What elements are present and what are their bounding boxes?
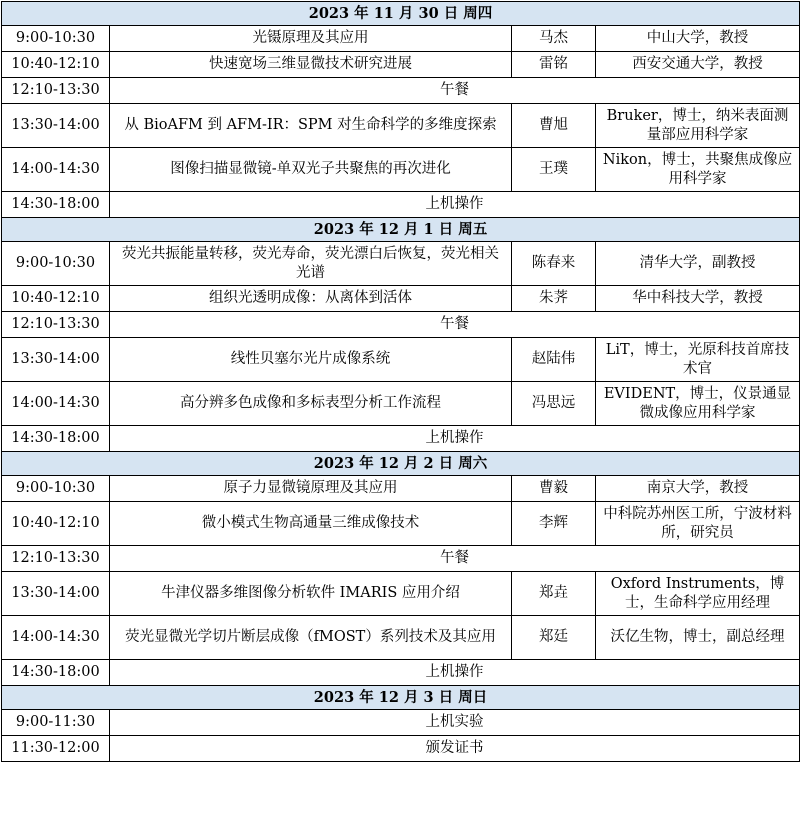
hands-on-activity: 上机操作: [110, 426, 800, 452]
certificate-ceremony: 颁发证书: [110, 736, 800, 762]
session-time: 10:40-12:10: [2, 502, 110, 546]
session-time: 14:30-18:00: [2, 192, 110, 218]
speaker-affiliation: 中科院苏州医工所，宁波材料所，研究员: [596, 502, 800, 546]
day-header: 2023 年 12 月 2 日 周六: [2, 452, 800, 476]
session-speaker: 朱荠: [512, 286, 596, 312]
session-time: 14:00-14:30: [2, 148, 110, 192]
session-time: 12:10-13:30: [2, 546, 110, 572]
session-topic: 组织光透明成像：从离体到活体: [110, 286, 512, 312]
session-topic: 荧光显微光学切片断层成像（fMOST）系列技术及其应用: [110, 616, 512, 660]
session-time: 10:40-12:10: [2, 52, 110, 78]
speaker-affiliation: EVIDENT，博士，仪景通显微成像应用科学家: [596, 382, 800, 426]
break-activity: 午餐: [110, 78, 800, 104]
session-time: 10:40-12:10: [2, 286, 110, 312]
hands-on-activity: 上机操作: [110, 192, 800, 218]
session-speaker: 马杰: [512, 26, 596, 52]
session-time: 9:00-11:30: [2, 710, 110, 736]
day-header: 2023 年 12 月 1 日 周五: [2, 218, 800, 242]
day-header: 2023 年 12 月 3 日 周日: [2, 686, 800, 710]
speaker-affiliation: Nikon，博士，共聚焦成像应用科学家: [596, 148, 800, 192]
speaker-affiliation: 沃亿生物，博士，副总经理: [596, 616, 800, 660]
session-topic: 高分辨多色成像和多标表型分析工作流程: [110, 382, 512, 426]
speaker-affiliation: 清华大学，副教授: [596, 242, 800, 286]
session-topic: 原子力显微镜原理及其应用: [110, 476, 512, 502]
speaker-affiliation: Bruker，博士，纳米表面测量部应用科学家: [596, 104, 800, 148]
session-time: 13:30-14:00: [2, 572, 110, 616]
session-time: 12:10-13:30: [2, 312, 110, 338]
session-topic: 从 BioAFM 到 AFM-IR：SPM 对生命科学的多维度探索: [110, 104, 512, 148]
session-speaker: 郑廷: [512, 616, 596, 660]
session-speaker: 陈春来: [512, 242, 596, 286]
session-time: 13:30-14:00: [2, 104, 110, 148]
session-time: 11:30-12:00: [2, 736, 110, 762]
session-time: 9:00-10:30: [2, 242, 110, 286]
session-topic: 微小模式生物高通量三维成像技术: [110, 502, 512, 546]
session-speaker: 曹旭: [512, 104, 596, 148]
session-speaker: 王璞: [512, 148, 596, 192]
session-time: 13:30-14:00: [2, 338, 110, 382]
session-speaker: 雷铭: [512, 52, 596, 78]
session-time: 9:00-10:30: [2, 476, 110, 502]
session-time: 14:30-18:00: [2, 426, 110, 452]
session-topic: 牛津仪器多维图像分析软件 IMARIS 应用介绍: [110, 572, 512, 616]
session-speaker: 李辉: [512, 502, 596, 546]
session-topic: 图像扫描显微镜-单双光子共聚焦的再次进化: [110, 148, 512, 192]
session-topic: 线性贝塞尔光片成像系统: [110, 338, 512, 382]
break-activity: 午餐: [110, 546, 800, 572]
break-activity: 午餐: [110, 312, 800, 338]
session-topic: 荧光共振能量转移，荧光寿命，荧光漂白后恢复，荧光相关光谱: [110, 242, 512, 286]
session-time: 14:30-18:00: [2, 660, 110, 686]
session-speaker: 曹毅: [512, 476, 596, 502]
speaker-affiliation: 中山大学，教授: [596, 26, 800, 52]
session-topic: 光镊原理及其应用: [110, 26, 512, 52]
session-speaker: 赵陆伟: [512, 338, 596, 382]
session-topic: 快速宽场三维显微技术研究进展: [110, 52, 512, 78]
session-speaker: 郑垚: [512, 572, 596, 616]
speaker-affiliation: 西安交通大学，教授: [596, 52, 800, 78]
speaker-affiliation: Oxford Instruments，博士，生命科学应用经理: [596, 572, 800, 616]
session-time: 14:00-14:30: [2, 616, 110, 660]
hands-on-activity: 上机实验: [110, 710, 800, 736]
session-time: 14:00-14:30: [2, 382, 110, 426]
session-time: 12:10-13:30: [2, 78, 110, 104]
schedule-table: [1, 1, 800, 762]
session-speaker: 冯思远: [512, 382, 596, 426]
day-header: 2023 年 11 月 30 日 周四: [2, 2, 800, 26]
speaker-affiliation: 南京大学，教授: [596, 476, 800, 502]
hands-on-activity: 上机操作: [110, 660, 800, 686]
speaker-affiliation: LiT，博士，光原科技首席技术官: [596, 338, 800, 382]
speaker-affiliation: 华中科技大学，教授: [596, 286, 800, 312]
session-time: 9:00-10:30: [2, 26, 110, 52]
